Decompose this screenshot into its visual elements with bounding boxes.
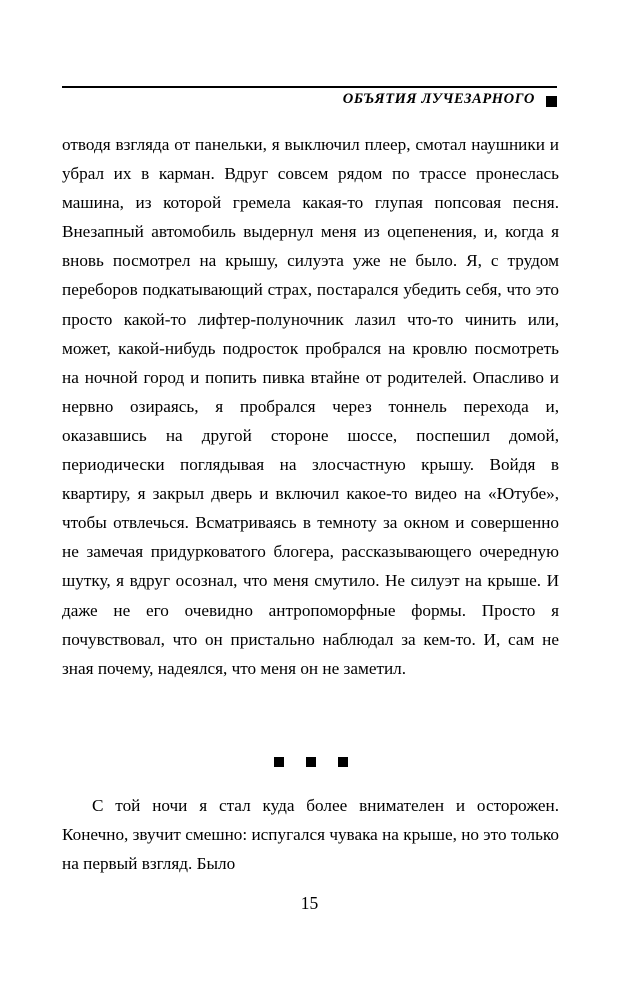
- square-icon: [306, 757, 316, 767]
- page-number: 15: [300, 893, 319, 913]
- square-icon: [338, 757, 348, 767]
- paragraph-text: С той ночи я стал куда более внимателен и осторожен. Конечно, звучит смешно: испугался чувака на крыше, но это только на первый взгляд. Было: [62, 796, 559, 874]
- paragraph-text: отводя взгляда от панельки, я выключил плеер, смотал наушники и убрал их в карман. Вдруг совсем рядом по трассе пронеслась машина, из которой гремела какая-то глупая попсовая песня. Внезапный автомобиль выдернул меня из оцепенения, и, когда я вновь посмотрел на крышу, силуэта уже не было. Я, с трудом переборов подкатывающий страх, постарался убедить себя, что это просто какой-то лифтер-полуночник лазил что-то чинить или, может, какой-нибудь подросток пробрался на кровлю посмотреть на ночной город и попить пивка втайне от родителей. Опасливо и нервно озираясь, я пробрался через тоннель перехода и, оказавшись на другой стороне шоссе, поспешил домой, периодически поглядывая на злосчастную крышу. Войдя в квартиру, я закрыл дверь и включил какое-то видео на «Ютубе», чтобы отвлечься. Всматриваясь в темноту за окном и совершенно не замечая придурковатого блогера, рассказывающего очередную шутку, я вдруг осознал, что меня смутило. Не силуэт на крыше. И даже не его очевидно антропоморфные формы. Просто я почувствовал, что он пристально наблюдал за кем-то. И, сам не зная почему, надеялся, что меня он не заметил.: [62, 135, 559, 678]
- page-header: [62, 86, 557, 114]
- header-divider-rule: [62, 86, 557, 88]
- body-paragraph-second: [62, 791, 559, 878]
- filled-square-icon: [546, 96, 557, 107]
- scene-break-divider: [62, 757, 559, 767]
- square-icon: [274, 757, 284, 767]
- body-paragraph-first: [62, 130, 559, 683]
- running-title: ОБЪЯТИЯ ЛУЧЕЗАРНОГО: [342, 91, 535, 107]
